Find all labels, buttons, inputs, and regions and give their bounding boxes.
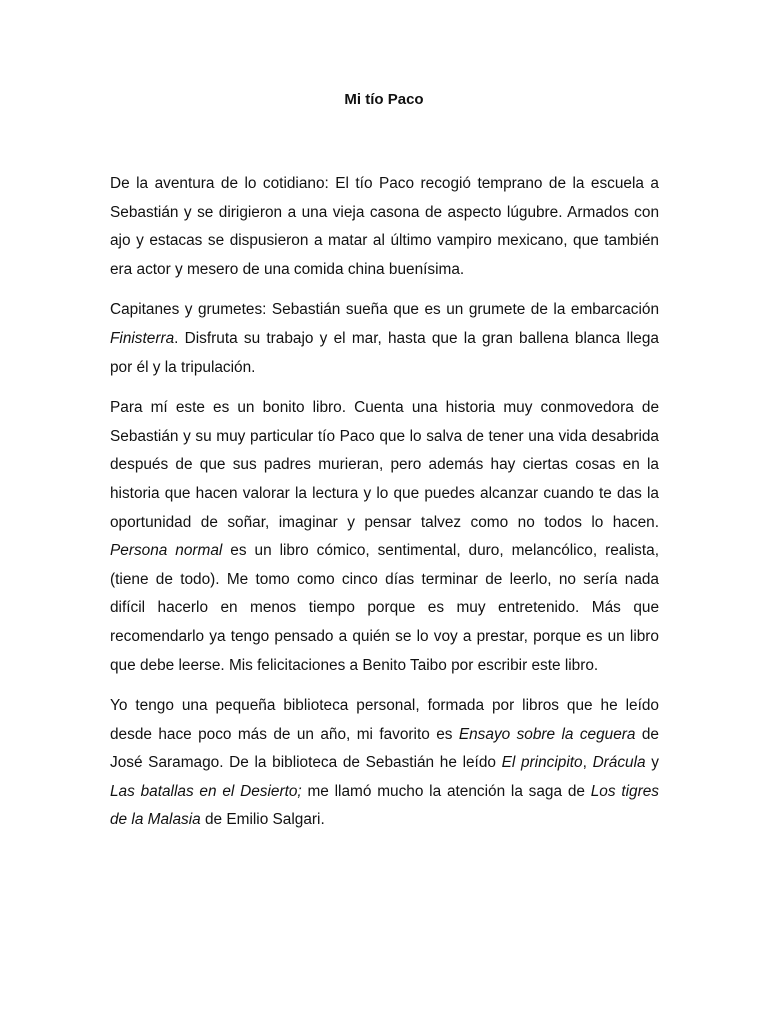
paragraph-2-italic-finisterra: Finisterra bbox=[110, 329, 175, 347]
paragraph-4-italic-ensayo: Ensayo sobre la ceguera bbox=[458, 725, 636, 743]
paragraph-1: De la aventura de lo cotidiano: El tío Paco recogió temprano de la escuela a Sebastián y se dirigieron a una vieja casona de aspecto lúgubre. Armados con ajo y estacas se dispusieron a matar al último vampiro mexicano, que también era actor y mesero de una comida china buenísima. bbox=[110, 175, 659, 278]
paragraph-4-text-e: , bbox=[582, 754, 593, 772]
paragraph-4-text-a: Yo tengo una pequeña biblioteca personal, formada por libros que he leído desde hace poco más de un año, mi favorito es bbox=[110, 697, 659, 743]
paragraph-2 bbox=[110, 296, 659, 382]
paragraph-2-text-c: . Disfruta su trabajo y el mar, hasta que la gran ballena blanca llega por él y la tripulación. bbox=[110, 329, 659, 376]
paragraph-4 bbox=[110, 692, 659, 835]
paragraph-4-text-c: de José Saramago. De la biblioteca de Sebastián he leído bbox=[110, 725, 659, 772]
paragraph-3 bbox=[110, 394, 659, 680]
paragraph-2-text-a: Capitanes y grumetes: Sebastián sueña que es un grumete de la embarcación bbox=[110, 301, 659, 319]
paragraph-3-text-a: Para mí este es un bonito libro. Cuenta una historia muy conmovedora de Sebastián y su muy particular tío Paco que lo salva de tener una vida desabrida después de que sus padres murieran, pero además hay ciertas cosas en la historia que hacen valorar la lectura y lo que puedes alcanzar cuando te das la oportunidad de soñar, imaginar y pensar talvez como no todos lo hacen. bbox=[110, 399, 659, 531]
paragraph-4-text-k: de Emilio Salgari. bbox=[200, 811, 325, 829]
paragraph-4-text-g: y bbox=[645, 754, 659, 772]
document-body bbox=[110, 170, 659, 847]
paragraph-4-italic-dracula: Drácula bbox=[592, 754, 646, 772]
paragraph-4-italic-principito: El principito bbox=[501, 754, 583, 772]
paragraph-3-italic-persona-normal: Persona normal bbox=[110, 542, 223, 560]
paragraph-4-italic-batallas: Las batallas en el Desierto; bbox=[110, 782, 302, 800]
paragraph-4-text-i: me llamó mucho la atención la saga de bbox=[301, 782, 591, 800]
paragraph-3-text-c: es un libro cómico, sentimental, duro, melancólico, realista, (tiene de todo). Me tomo como cinco días terminar de leerlo, no sería nada difícil hacerlo en menos tiempo porque es muy entretenido. Más que recomendarlo ya tengo pensado a quién se lo voy a prestar, porque es un libro que debe leerse. Mis felicitaciones a Benito Taibo por escribir este libro. bbox=[110, 542, 659, 674]
page-title: Mi tío Paco bbox=[344, 91, 424, 108]
paragraph-4-italic-tigres: Los tigres de la Malasia bbox=[110, 782, 659, 829]
